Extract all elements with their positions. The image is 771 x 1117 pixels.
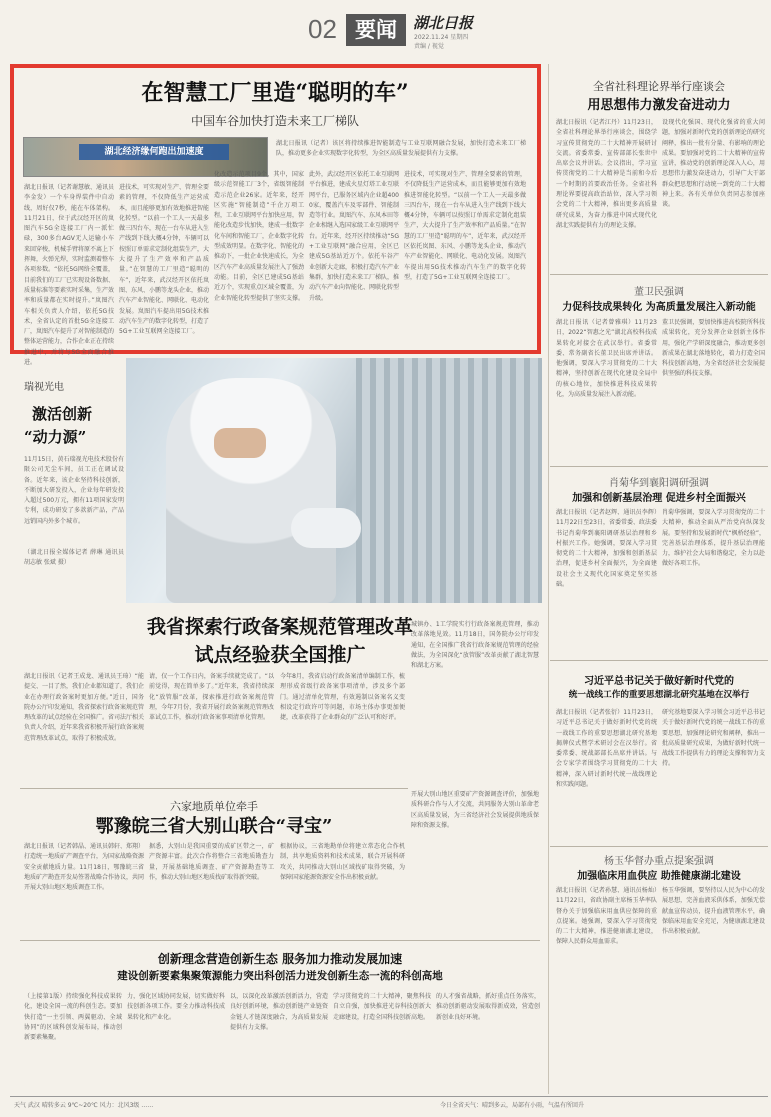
lead-column-4: 此外，武汉经开区依托工业互联网平台推进，建成火星灯塔工业互联网平台，已服务区域内企业超4000家，覆盖汽车及零部件、智能制造等行业。岚图汽车、东风本田等企业相继入选国家级工业互联网平台。近年来，经开区持续推动“5G+工业互联网”融合应用，全区已建成5G基站近万个。依托车谷产业创新大走廊，积极打造汽车产业集群，加快打造未来工厂梯队，推动汽车产业向智能化、网联化转型升级。 — [309, 171, 400, 302]
issue-date: 2022.11.24 星期四 — [414, 34, 469, 41]
united-front-title-1: 习近平总书记关于做好新时代党的 — [584, 676, 734, 687]
dabie-col-2: 据悉，大别山是我国重要的成矿区带之一，矿产资源丰富。此次合作将整合三省地质勘查力量，开展基础地质调查、矿产资源勘查等工作，推动大别山地区地质找矿取得新突破。 — [149, 843, 274, 881]
yang-kicker: 杨玉华督办重点提案强调 — [604, 856, 714, 867]
innovation-title-1: 创新理念营造创新生态 服务加力推动发展加速 — [157, 952, 403, 966]
lead-title: 在智慧工厂里造“聪明的车” — [141, 80, 409, 106]
right-mid2-kicker: 肖菊华到襄阳调研强调 — [609, 478, 709, 489]
worker-glove — [291, 508, 361, 548]
right-top-title: 用思想伟力激发奋进动力 — [587, 98, 731, 113]
governance-title-2: 试点经验获全国推广 — [194, 644, 366, 666]
masthead — [0, 0, 771, 60]
governance-col-2: 请，仅一个工作日内，备案手续就完成了。“以前觉得，现在简单多了。”近年来，我省持续深化“放管服”改革，探索推进行政备案规范管理，今年7月份，我省开展行政备案规范管理改革试点工作，推动行政备案事项清单化管理。 — [149, 673, 274, 722]
right-mid-col-2: 董卫民强调，要加快推进高校院所科技成果转化，充分发挥企业创新主体作用，强化产学研深度融合，推动更多创新成果在湖北落地转化，着力打造全国科技创新高地，为全省经济社会发展提供坚强的科技支撑。 — [662, 319, 765, 378]
lead-photo-banner — [79, 144, 229, 160]
photo-feature-credit: （湖北日报全媒体记者 薛琳 通讯员 胡志敏 张斌 摄） — [24, 549, 124, 567]
footer-note: 今日全省天气：晴到多云，局部有小雨，气温有所回升 — [440, 1102, 585, 1109]
right-mid-title: 力促科技成果转化 为高质量发展注入新动能 — [562, 302, 756, 313]
governance-title-1: 我省探索行政备案规范管理改革 — [146, 616, 413, 638]
innovation-title-2: 建设创新要素集聚策源能力突出科创活力迸发创新生态一流的科创高地 — [117, 970, 443, 982]
yang-col-2: 杨玉华强调，要坚持以人民为中心的发展思想，完善血液采供体系，加强无偿献血宣传动员，提升血液管理水平，确保临床用血安全充足，为健康湖北建设作出积极贡献。 — [662, 887, 765, 936]
photo-feature-title-2: “动力源” — [24, 428, 87, 446]
yang-title: 加强临床用血供应 助推健康湖北建设 — [577, 871, 741, 882]
innovation-col-2: 力，强化区域协同发展，切实做好科技创新各项工作。要全力推动科技成果转化和产业化。 — [127, 993, 225, 1021]
united-front-title-2: 统一战线工作的重要思想湖北研究基地在汉举行 — [568, 690, 750, 700]
right-top-col-1: 湖北日报讯（记者江丹）11月23日，全省社科理论界举行座谈会，围绕学习宣传贯彻党的二十大精神开展研讨交流。省委常委、宣传部部长张世中出席会议并讲话。会议指出，学习宣传贯彻党的二十大精神是当前和今后一个时期的首要政治任务。全省社科理论界要提高政治站位，深入学习领会党的二十大精神，推出更多高质量研究成果，为奋力推进中国式现代化湖北实践提供有力的理论支撑。 — [556, 119, 657, 229]
page-number: 02 — [308, 14, 337, 44]
equipment-rack — [356, 358, 542, 603]
lab-photo — [126, 358, 542, 603]
right-mid2-col-1: 湖北日报讯（记者赵辉、通讯员李辉）11月22日至23日，省委常委、政法委书记肖菊华到襄阳调研基层治理和乡村振兴工作。她强调，要深入学习贯彻党的二十大精神，加强和创新基层治理，促进乡村全面振兴，为全面建设社会主义现代化国家奠定坚实基础。 — [556, 509, 657, 589]
dabie-col-1: 湖北日报讯（记者韩晶、通讯员韩轩、郑翔）打造统一地质矿产调查平台，为国家战略资源安全贡献地质力量。11月18日，鄂豫皖三省地质矿产勘查开发局签署战略合作协议，共同开展大别山地区地质调查工作。 — [24, 843, 145, 892]
right-top-kicker: 全省社科理论界举行座谈会 — [593, 80, 725, 93]
governance-col-4: 城镇办、1工学院实行行政备案规范管理，推动改革落地见效。11月18日，国务院办公厅印发通知，在全国推广我省行政备案规范管理的经验做法，为全国深化“放管服”改革贡献了湖北智慧和湖北方案。 — [411, 621, 539, 670]
governance-col-1: 湖北日报讯（记者王成龙、通讯员王琦）“能提交、一目了然，我们企业都知道了，我们企业在办理行政备案时更加方便。”近日，国务院办公厅印发通知，我省探索行政备案规范管理改革的试点经验在全国推广。省司法厅相关负责人介绍，近年来我省积极开展行政备案规范管理改革试点，取得了积极成效。 — [24, 673, 145, 742]
dabie-col-3: 根据协议，三省地勘单位将建立常态化合作机制，共享地质资料和技术成果，联合开展科研攻关，共同推动大别山区域找矿取得突破，为保障国家能源资源安全作出积极贡献。 — [280, 843, 405, 881]
photo-feature-label: 瑞视光电 — [24, 382, 64, 393]
worker-figure — [166, 378, 336, 603]
footer-weather: 天气 武汉 晴转多云 9℃~20℃ 风力：北风3级 …… — [14, 1102, 154, 1109]
photo-feature-title-1: 激活创新 — [32, 405, 93, 423]
right-top-col-2: 设现代化强国、现代化强省的重大问题，加强对新时代党的创新理论的研究阐释，推出一批有分量、有影响的理论成果。要加强对党的二十大精神的宣传宣讲，推动党的创新理论深入人心，用思想伟力激发奋进动力，引导广大干部群众把思想和行动统一到党的二十大精神上来。各有关单位负责同志参加座谈。 — [662, 119, 765, 209]
right-mid2-title: 加强和创新基层治理 促进乡村全面振兴 — [572, 493, 746, 504]
paper-logo: 湖北日报 — [413, 14, 474, 32]
dabie-title: 鄂豫皖三省大别山联合“寻宝” — [95, 816, 333, 837]
lead-column-1: 湖北日报讯（记者谢慧敏、通讯员李金发）一个车身焊装件中自动线，周好仅7秒，能在车体架构。11月21日，位于武汉经开区的岚图汽车5G全连接工厂内一派忙碌，300多台AGV无人运输小车来回穿梭，机械手臂将原不离上下挥舞，火弹光焊，实时监测着整车各项参数。“依托5G网络全覆盖，目前我们的工厂已实现设备数据、质量标准等要素实时采集，生产效率和质量都在实时提升。”岚图汽车相关负责人介绍，依托5G技术，全省认定的首批5G全连接工厂，岚图汽车提升了对智能制造的整体运营能力，合作企业正在持续推进中，并将与5G全面融合推进。 — [24, 184, 115, 367]
united-front-col-1: 湖北日报讯（记者张衍）11月23日，习近平总书记关于做好新时代党的统一战线工作的重要思想湖北研究基地揭牌仪式暨学术研讨会在汉举行。省委常委、统战部部长出席并讲话。与会专家学者围绕学习贯彻党的二十大精神，深入研讨新时代统一战线理论和实践问题。 — [556, 709, 657, 789]
section-label: 要闻 — [355, 18, 397, 42]
photo-feature-body: 11月15日，黄石瑞视光电技术股份有限公司无尘车间，员工正在调试设备。近年来，该企业坚持科技创新，不断加大研发投入，企业每年研发投入超过500万元，拥有11项国家发明专利，成功研发了多款新产品，产品远销国内外多个城市。 — [24, 456, 124, 525]
innovation-col-5: 的人才强省战略，抓好重点任务落实，推动创新驱动发展取得新成效，营造创新创业良好环境。 — [436, 993, 540, 1021]
innovation-col-4: 学习贯彻党的二十大精神，聚焦科技自立自强，加快推进光谷科技创新大走廊建设，打造全国科技创新高地。 — [333, 993, 431, 1021]
right-mid-col-1: 湖北日报讯（记者曾雅琪）11月23日，2022“智惠之光”湖北高校科技成果转化对接会在武汉举行。省委常委、常务副省长董卫民出席并讲话。他强调，要深入学习贯彻党的二十大精神，坚持创新在现代化建设全局中的核心地位，加快推进科技成果转化，为高质量发展注入新动能。 — [556, 319, 657, 399]
dabie-col-4: 开展大别山地区重要矿产资源调查评价，加强地质科研合作与人才交流，共同服务大别山革命老区高质量发展，为三省经济社会发展提供地质保障和资源支撑。 — [411, 791, 539, 829]
right-mid2-col-2: 肖菊华强调，要深入学习贯彻党的二十大精神，推动全面从严治党向纵深发展。要坚持和发展新时代“枫桥经验”，完善基层治理体系，提升基层治理能力，维护社会大局和谐稳定，全力以赴做好各项工作。 — [662, 509, 765, 568]
united-front-col-2: 研究基地要深入学习领会习近平总书记关于做好新时代党的统一战线工作的重要思想，加强理论研究和阐释，推出一批高质量研究成果，为做好新时代统一战线工作提供有力的理论支撑和智力支持。 — [662, 709, 765, 768]
innovation-col-3: 以，以深化改革激活创新活力，营造良好创新环境，推动创新链产业链资金链人才链深度融合，为高质量发展提供有力支撑。 — [230, 993, 328, 1031]
governance-col-3: 今年8月，我省启动行政备案清单编制工作，梳理形成省级行政备案事项清单，涉及多个部门。通过清单化管理，有效遏制以备案名义变相设定行政许可等问题，市场主体办事更加便捷，改革获得了企业群众的广泛认可和好评。 — [280, 673, 405, 722]
worker-face — [214, 428, 266, 458]
lead-subtitle: 中国车谷加快打造未来工厂梯队 — [190, 114, 359, 128]
editor-line: 责编 / 视觉 — [414, 43, 444, 50]
innovation-col-1: （上接第1版）持续强化科技成果转化，建设全国一流的科创生态。要加快打造“一主引领、两翼驱动、全域协同”的区域科创发展布局，推动创新要素集聚。 — [24, 993, 122, 1042]
lead-photo-caption: 湖北日报讯（记者）该区将持续推进智能制造与工业互联网融合发展，加快打造未来工厂梯队，推动更多企业实现数字化转型，为全区高质量发展提供有力支撑。 — [276, 140, 526, 158]
lead-column-2: 进技术，可实现对生产、管理全要素的管理，不仅降低生产运营成本，而且能够更加有效地推进智能化转型。“以前一个工人一天最多做三四台车，现在一台车从进入生产线到下线大概4分钟，车辆可以按照订单需求定制化组装生产，大大提升了生产效率和产品质量。”在智慧的工厂里造“聪明的车”，近年来，武汉经开区依托岚图、东风、小鹏等龙头企业，推动汽车产业智能化、网联化、电动化发展。岚图汽车提出用5G技术推动汽车生产的数字化转型，打造了5G+工业互联网全连接工厂。 — [119, 184, 210, 336]
section-badge — [346, 14, 406, 46]
lead-column-5: 进技术，可实现对生产、管理全要素的管理，不仅降低生产运营成本，而且能够更加有效地推进智能化转型。“以前一个工人一天最多做三四台车，现在一台车从进入生产线到下线大概4分钟，车辆可以按照订单需求定制化组装生产，大大提升了生产效率和产品质量。”在智慧的工厂里造“聪明的车”，近年来，武汉经开区依托岚图、东风、小鹏等龙头企业，推动汽车产业智能化、网联化、电动化发展。岚图汽车提出用5G技术推动汽车生产的数字化转型，打造了5G+工业互联网全连接工厂。 — [404, 171, 526, 281]
right-mid-kicker: 董卫民强调 — [634, 287, 684, 298]
dabie-kicker: 六家地质单位牵手 — [170, 800, 258, 813]
lead-column-3: 化改造示范项目9个，其中，国家级示范智能工厂3个，省级智能制造示范企业26家。近年来，经开区实施“智能制造”千企万项工程，工业互联网平台加快应用，智能化改造步伐加快，建成一批数字化车间和智能工厂，企业数字化转型成效明显。在数字化、智能化的推动下，一批企业快速成长，为全区汽车产业高质量发展注入了强劲动能。目前，全区已建成5G基站近万个，实现重点区域全覆盖，为企业智能化转型提供了坚实支撑。 — [214, 171, 305, 302]
photo-feature-sidebar — [10, 360, 128, 600]
banner-text: 湖北经济缘何跑出加速度 — [104, 147, 204, 157]
yang-col-1: 湖北日报讯（记者孙慧、通讯员杨灿）11月22日，省政协副主席杨玉华率队督办关于加强临床用血供应保障的重点提案。她强调，要深入学习贯彻党的二十大精神，推进健康湖北建设，保障人民群众用血需求。 — [556, 887, 657, 946]
